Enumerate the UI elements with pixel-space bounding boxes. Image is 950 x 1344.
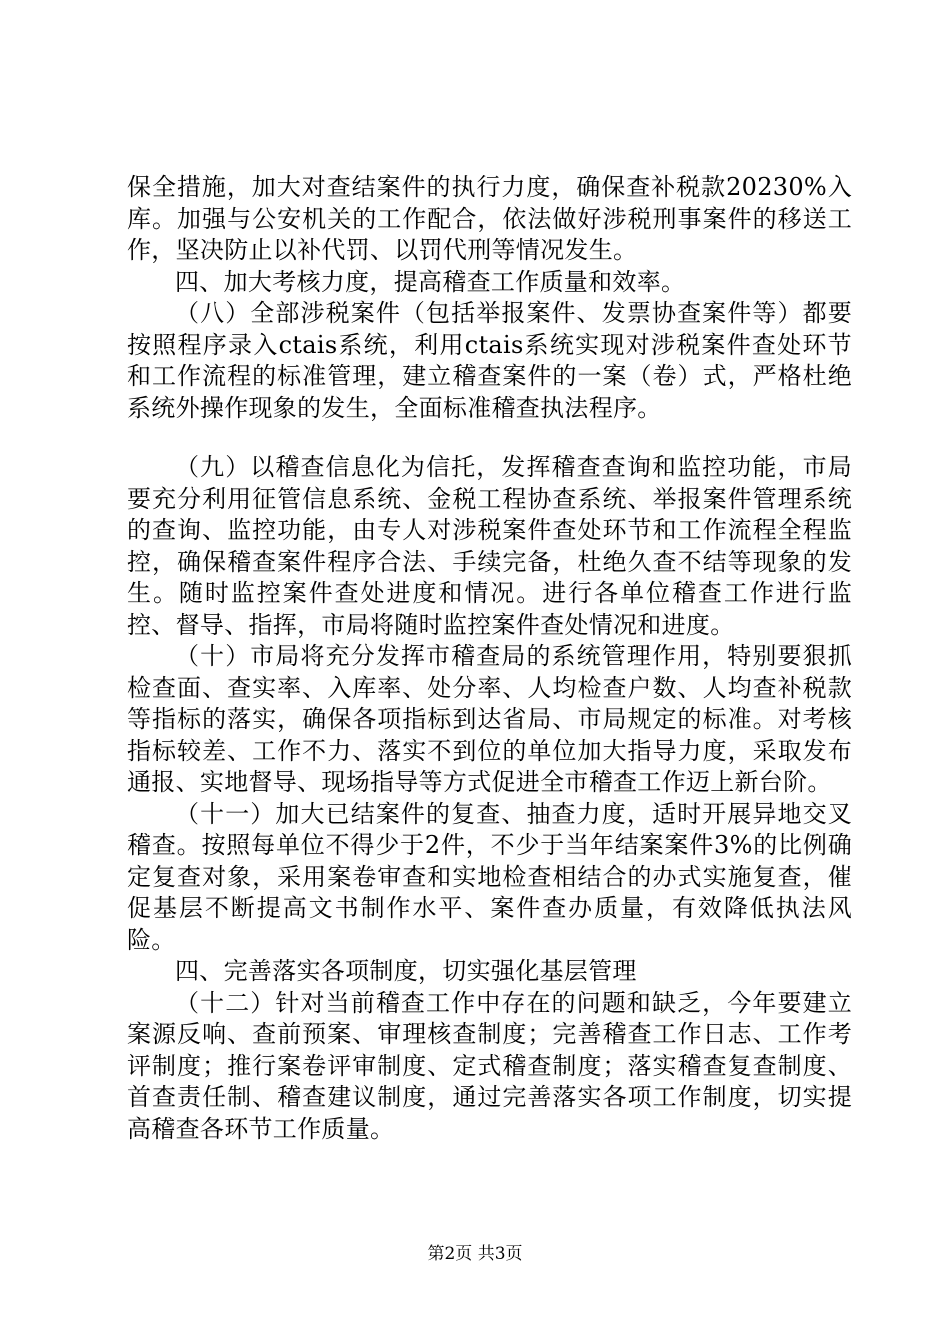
section-heading-4b: 四、完善落实各项制度，切实强化基层管理: [175, 957, 637, 985]
paragraph-continuation: 保全措施，加大对查结案件的执行力度，确保查补税款20230%入库。加强与公安机关的工作配合，依法做好涉税刑事案件的移送工作，坚决防止以补代罚、以罚代刑等情况发生。: [127, 173, 852, 264]
paragraph-item-8: （八）全部涉税案件（包括举报案件、发票协查案件等）都要按照程序录入ctais系统，利用ctais系统实现对涉税案件查处环节和工作流程的标准管理，建立稽查案件的一案（卷）式，严格杜绝系统外操作现象的发生，全面标准稽查执法程序。: [127, 299, 852, 422]
paragraph-item-10: （十）市局将充分发挥市稽查局的系统管理作用，特别要狠抓检查面、查实率、入库率、处分率、人均检查户数、人均查补税款等指标的落实，确保各项指标到达省局、市局规定的标准。对考核指标较差、工作不力、落实不到位的单位加大指导力度，采取发布通报、实地督导、现场指导等方式促进全市稽查工作迈上新台阶。: [127, 642, 852, 796]
paragraph-item-11: （十一）加大已结案件的复查、抽查力度，适时开展异地交叉稽查。按照每单位不得少于2件，不少于当年结案案件3%的比例确定复查对象，采用案卷审查和实地检查相结合的办式实施复查，催促基层不断提高文书制作水平、案件查办质量，有效降低执法风险。: [127, 799, 852, 954]
paragraph-item-12: （十二）针对当前稽查工作中存在的问题和缺乏，今年要建立案源反响、查前预案、审理核查制度；完善稽查工作日志、工作考评制度；推行案卷评审制度、定式稽查制度；落实稽查复查制度、首查责任制、稽查建议制度，通过完善落实各项工作制度，切实提高稽查各环节工作质量。: [127, 988, 852, 1143]
section-heading-4a: 四、加大考核力度，提高稽查工作质量和效率。: [175, 267, 686, 296]
paragraph-item-9: （九）以稽查信息化为信托，发挥稽查查询和监控功能，市局要充分利用征管信息系统、金税工程协查系统、举报案件管理系统的查询、监控功能，由专人对涉税案件查处环节和工作流程全程监控，确保稽查案件程序合法、手续完备，杜绝久查不结等现象的发生。随时监控案件查处进度和情况。进行各单位稽查工作进行监控、督导、指挥，市局将随时监控案件查处情况和进度。: [127, 453, 852, 639]
document-body: [127, 172, 852, 1145]
page-number-footer: 第2页 共3页: [427, 1244, 523, 1264]
